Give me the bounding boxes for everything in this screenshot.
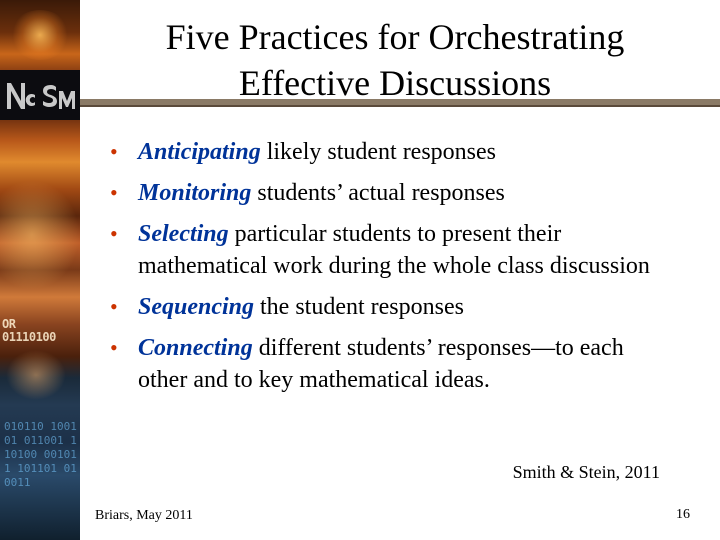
- slide-title: [100, 14, 690, 106]
- title-line-1: Five Practices for Orchestrating: [165, 17, 625, 57]
- strip-glow-top: [10, 10, 70, 60]
- strip-hand-image: [6, 350, 66, 400]
- practice-term: Sequencing: [138, 294, 255, 320]
- bullet-marker: •: [110, 221, 118, 246]
- bullet-marker: •: [110, 294, 118, 319]
- practice-term: Anticipating: [138, 139, 261, 165]
- practices-list: [110, 136, 670, 405]
- practice-term: Monitoring: [138, 180, 252, 206]
- strip-binary-text: [2, 318, 80, 344]
- list-item-selecting: [110, 218, 670, 282]
- list-item-anticipating: [110, 136, 670, 168]
- bullet-marker: •: [110, 180, 118, 205]
- binary-line-2: 01110100: [2, 330, 56, 344]
- bullet-marker: •: [110, 335, 118, 360]
- practice-description: particular students to present their mathematical work during the whole class discussion: [138, 221, 650, 279]
- practice-term: Selecting: [138, 221, 229, 247]
- ncsm-logo: [0, 70, 80, 120]
- practice-term: Connecting: [138, 335, 253, 361]
- practice-description: likely student responses: [260, 139, 497, 165]
- practice-description: students’ actual responses: [251, 180, 505, 206]
- title-line-2: Effective Discussions: [238, 63, 552, 103]
- practice-description: the student responses: [254, 294, 464, 320]
- strip-binary-pattern: 010110 100101 011001 110100 001011 101101 010011: [4, 420, 77, 489]
- list-item-monitoring: [110, 177, 670, 209]
- citation: Smith & Stein, 2011: [512, 462, 660, 482]
- practice-description: different students’ responses—to each other and to key mathematical ideas.: [138, 335, 624, 393]
- binary-line-1: OR: [2, 317, 16, 331]
- strip-glow-middle: [0, 180, 80, 290]
- ncsm-logo-mark: [3, 75, 77, 115]
- footer-author-date: Briars, May 2011: [95, 508, 193, 523]
- list-item-sequencing: [110, 291, 670, 323]
- list-item-connecting: [110, 332, 670, 396]
- page-number: 16: [676, 507, 690, 522]
- bullet-marker: •: [110, 139, 118, 164]
